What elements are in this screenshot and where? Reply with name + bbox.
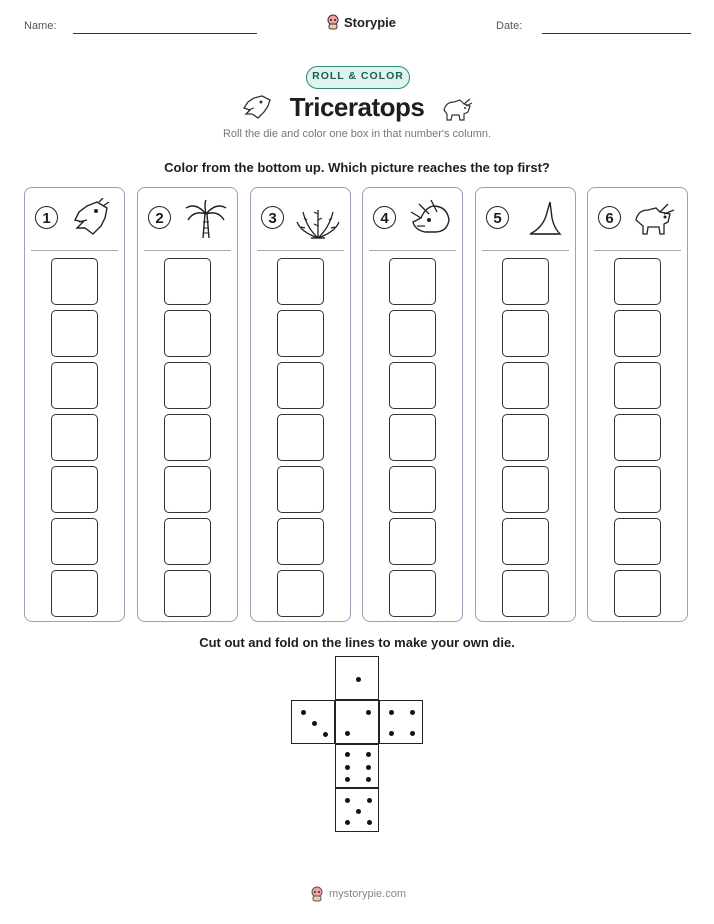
color-box[interactable] xyxy=(277,518,324,565)
die-pip xyxy=(323,732,328,737)
die-pip xyxy=(367,798,372,803)
die-pip xyxy=(410,731,415,736)
column-number: 4 xyxy=(373,206,396,229)
color-box[interactable] xyxy=(502,258,549,305)
die-pip xyxy=(345,752,350,757)
column-number: 5 xyxy=(486,206,509,229)
color-box[interactable] xyxy=(277,570,324,617)
color-box[interactable] xyxy=(51,570,98,617)
triceratops-right-icon xyxy=(440,94,474,122)
die-pip xyxy=(410,710,415,715)
die-pip xyxy=(389,731,394,736)
color-box[interactable] xyxy=(389,570,436,617)
color-box[interactable] xyxy=(502,310,549,357)
color-box[interactable] xyxy=(389,466,436,513)
color-box[interactable] xyxy=(389,310,436,357)
die-pip xyxy=(366,752,371,757)
color-box[interactable] xyxy=(51,310,98,357)
column-4 xyxy=(362,187,463,622)
column-divider xyxy=(31,250,118,251)
dinosaur-head-icon xyxy=(69,198,115,240)
die-pip xyxy=(367,820,372,825)
column-divider xyxy=(144,250,231,251)
color-box[interactable] xyxy=(389,258,436,305)
color-box[interactable] xyxy=(502,362,549,409)
color-box[interactable] xyxy=(277,258,324,305)
color-box[interactable] xyxy=(164,518,211,565)
fern-plant-icon xyxy=(295,198,341,240)
die-pip xyxy=(301,710,306,715)
column-6 xyxy=(587,187,688,622)
triceratops-icon xyxy=(632,198,678,240)
color-box[interactable] xyxy=(164,258,211,305)
date-line[interactable] xyxy=(542,33,691,34)
die-face-6 xyxy=(335,744,379,788)
brand-name: Storypie xyxy=(344,14,397,30)
color-box[interactable] xyxy=(51,362,98,409)
die-instruction: Cut out and fold on the lines to make your own die. xyxy=(199,635,515,650)
die-face-5 xyxy=(335,788,379,832)
footer xyxy=(310,886,406,902)
die-pip xyxy=(366,777,371,782)
column-5 xyxy=(475,187,576,622)
color-box[interactable] xyxy=(614,310,661,357)
color-box[interactable] xyxy=(389,518,436,565)
color-box[interactable] xyxy=(389,414,436,461)
column-divider xyxy=(369,250,456,251)
column-divider xyxy=(594,250,681,251)
die-pip xyxy=(366,710,371,715)
color-box[interactable] xyxy=(164,570,211,617)
color-box[interactable] xyxy=(502,570,549,617)
instruction: Color from the bottom up. Which picture reaches the top first? xyxy=(164,160,550,175)
column-divider xyxy=(482,250,569,251)
footer-url[interactable]: mystorypie.com xyxy=(329,888,407,900)
date-label: Date: xyxy=(496,20,523,32)
color-box[interactable] xyxy=(277,310,324,357)
column-divider xyxy=(257,250,344,251)
column-number: 6 xyxy=(598,206,621,229)
color-box[interactable] xyxy=(277,362,324,409)
category-badge: ROLL & COLOR xyxy=(306,66,410,89)
color-box[interactable] xyxy=(502,414,549,461)
die-pip xyxy=(356,677,361,682)
color-box[interactable] xyxy=(164,466,211,513)
die-face-2 xyxy=(335,700,379,744)
column-number: 3 xyxy=(261,206,284,229)
color-box[interactable] xyxy=(614,414,661,461)
brand-logo xyxy=(326,14,396,30)
color-box[interactable] xyxy=(614,258,661,305)
color-box[interactable] xyxy=(51,518,98,565)
storypie-mascot-icon xyxy=(326,14,340,30)
die-face-1 xyxy=(335,656,379,700)
die-pip xyxy=(345,798,350,803)
die-face-3 xyxy=(291,700,335,744)
die-pip xyxy=(345,731,350,736)
page-title: Triceratops xyxy=(289,92,425,122)
color-box[interactable] xyxy=(502,466,549,513)
subtitle: Roll the die and color one box in that number's column. xyxy=(222,128,492,140)
color-box[interactable] xyxy=(164,310,211,357)
name-line[interactable] xyxy=(73,33,257,34)
die-face-4 xyxy=(379,700,423,744)
horn-icon xyxy=(520,198,566,240)
color-box[interactable] xyxy=(614,570,661,617)
column-3 xyxy=(250,187,351,622)
color-box[interactable] xyxy=(51,414,98,461)
color-box[interactable] xyxy=(164,362,211,409)
color-box[interactable] xyxy=(614,362,661,409)
triceratops-head-icon xyxy=(407,198,453,240)
die-pip xyxy=(356,809,361,814)
die-pip xyxy=(389,710,394,715)
color-box[interactable] xyxy=(164,414,211,461)
column-number: 1 xyxy=(35,206,58,229)
column-number: 2 xyxy=(148,206,171,229)
die-pip xyxy=(345,777,350,782)
column-1 xyxy=(24,187,125,622)
die-pip xyxy=(312,721,317,726)
color-box[interactable] xyxy=(51,258,98,305)
name-label: Name: xyxy=(24,20,57,32)
die-pip xyxy=(345,820,350,825)
die-pip xyxy=(345,765,350,770)
color-box[interactable] xyxy=(277,466,324,513)
color-box[interactable] xyxy=(51,466,98,513)
color-box[interactable] xyxy=(389,362,436,409)
dinosaur-head-left-icon xyxy=(240,92,274,122)
column-2 xyxy=(137,187,238,622)
color-box[interactable] xyxy=(502,518,549,565)
storypie-mascot-icon xyxy=(310,886,324,902)
color-box[interactable] xyxy=(614,518,661,565)
die-pip xyxy=(366,765,371,770)
color-box[interactable] xyxy=(614,466,661,513)
color-box[interactable] xyxy=(277,414,324,461)
palm-tree-icon xyxy=(182,198,228,240)
